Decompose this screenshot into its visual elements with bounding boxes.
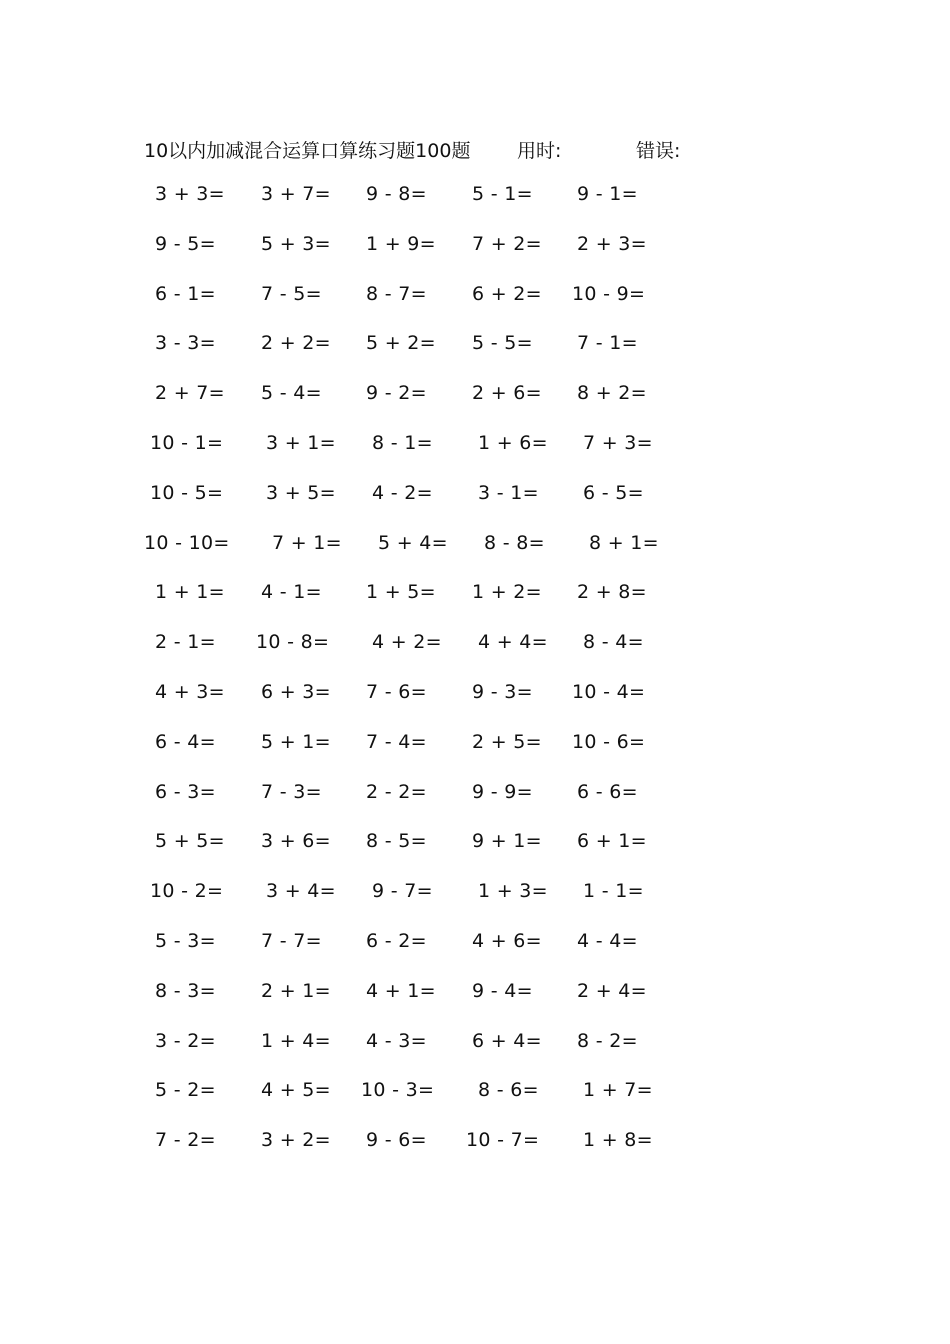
problem-row [0, 432, 950, 482]
problem-row [0, 482, 950, 532]
problem-row [0, 631, 950, 681]
math-problem: 7 - 4= [366, 730, 427, 753]
math-problem: 2 + 6= [472, 382, 542, 405]
math-problem: 2 + 4= [577, 979, 647, 1002]
problem-row [0, 1030, 950, 1080]
math-problem: 7 - 3= [261, 780, 322, 803]
math-problem: 5 + 4= [378, 531, 448, 554]
math-problem: 10 - 6= [572, 730, 646, 753]
math-problem: 3 + 4= [266, 880, 336, 903]
math-problem: 1 + 2= [472, 581, 542, 604]
math-problem: 3 + 5= [266, 481, 336, 504]
time-used-label: 用时: [517, 140, 562, 162]
math-problem: 10 - 10= [144, 531, 230, 554]
math-problem: 10 - 8= [256, 631, 330, 654]
math-problem: 2 + 3= [577, 232, 647, 255]
math-problem: 4 - 3= [366, 1029, 427, 1052]
problem-row [0, 781, 950, 831]
math-problem: 4 + 6= [472, 929, 542, 952]
problem-row [0, 581, 950, 631]
math-problem: 4 + 2= [372, 631, 442, 654]
math-problem: 1 + 4= [261, 1029, 331, 1052]
worksheet-title: 10以内加减混合运算口算练习题100题 [144, 140, 471, 162]
math-problem: 5 + 5= [155, 830, 225, 853]
math-problem: 9 - 7= [372, 880, 433, 903]
math-problem: 10 - 7= [466, 1129, 540, 1152]
math-problem: 1 + 3= [478, 880, 548, 903]
math-problem: 7 - 2= [155, 1129, 216, 1152]
math-problem: 1 + 1= [155, 581, 225, 604]
math-problem: 3 - 1= [478, 481, 539, 504]
math-problem: 10 - 4= [572, 680, 646, 703]
math-problem: 2 + 2= [261, 332, 331, 355]
math-problem: 10 - 1= [150, 431, 224, 454]
math-problem: 3 + 6= [261, 830, 331, 853]
math-problem: 7 + 2= [472, 232, 542, 255]
math-problem: 8 - 2= [577, 1029, 638, 1052]
problem-row [0, 681, 950, 731]
math-problem: 1 + 5= [366, 581, 436, 604]
math-problem: 3 - 3= [155, 332, 216, 355]
math-problem: 3 + 1= [266, 431, 336, 454]
math-problem: 5 + 3= [261, 232, 331, 255]
worksheet-header [144, 136, 744, 166]
errors-label: 错误: [636, 140, 681, 162]
math-problem: 8 + 2= [577, 382, 647, 405]
math-problem: 1 + 7= [583, 1079, 653, 1102]
math-problem: 5 - 2= [155, 1079, 216, 1102]
math-problem: 6 + 4= [472, 1029, 542, 1052]
math-problem: 3 + 2= [261, 1129, 331, 1152]
math-problem: 7 - 7= [261, 929, 322, 952]
problem-row [0, 980, 950, 1030]
problem-grid [0, 183, 950, 1179]
problem-row [0, 233, 950, 283]
math-problem: 8 + 1= [589, 531, 659, 554]
problem-row [0, 382, 950, 432]
math-problem: 2 + 7= [155, 382, 225, 405]
math-problem: 7 - 5= [261, 282, 322, 305]
math-problem: 6 + 1= [577, 830, 647, 853]
math-problem: 7 + 1= [272, 531, 342, 554]
math-problem: 8 - 6= [478, 1079, 539, 1102]
problem-row [0, 1129, 950, 1179]
math-problem: 9 - 3= [472, 680, 533, 703]
math-problem: 10 - 2= [150, 880, 224, 903]
math-problem: 10 - 9= [572, 282, 646, 305]
math-problem: 4 + 5= [261, 1079, 331, 1102]
math-problem: 9 - 9= [472, 780, 533, 803]
problem-row [0, 880, 950, 930]
math-problem: 4 - 4= [577, 929, 638, 952]
math-problem: 6 - 3= [155, 780, 216, 803]
problem-row [0, 332, 950, 382]
problem-row [0, 930, 950, 980]
math-problem: 2 - 2= [366, 780, 427, 803]
math-problem: 6 + 3= [261, 680, 331, 703]
problem-row [0, 183, 950, 233]
problem-row [0, 1079, 950, 1129]
math-problem: 9 + 1= [472, 830, 542, 853]
math-problem: 5 - 4= [261, 382, 322, 405]
math-problem: 9 - 4= [472, 979, 533, 1002]
math-problem: 8 - 5= [366, 830, 427, 853]
math-problem: 6 - 4= [155, 730, 216, 753]
math-problem: 5 - 5= [472, 332, 533, 355]
math-problem: 2 - 1= [155, 631, 216, 654]
math-problem: 5 - 3= [155, 929, 216, 952]
math-problem: 8 - 8= [484, 531, 545, 554]
math-problem: 9 - 1= [577, 183, 638, 205]
math-problem: 4 + 4= [478, 631, 548, 654]
math-problem: 7 - 6= [366, 680, 427, 703]
math-problem: 3 + 3= [155, 183, 225, 205]
math-problem: 4 + 3= [155, 680, 225, 703]
math-problem: 4 - 1= [261, 581, 322, 604]
math-problem: 1 + 9= [366, 232, 436, 255]
problem-row [0, 283, 950, 333]
problem-row [0, 532, 950, 582]
math-problem: 10 - 5= [150, 481, 224, 504]
math-problem: 1 - 1= [583, 880, 644, 903]
math-problem: 2 + 1= [261, 979, 331, 1002]
math-problem: 7 + 3= [583, 431, 653, 454]
math-problem: 6 - 2= [366, 929, 427, 952]
math-problem: 9 - 5= [155, 232, 216, 255]
math-problem: 6 + 2= [472, 282, 542, 305]
math-problem: 8 - 1= [372, 431, 433, 454]
math-problem: 8 - 4= [583, 631, 644, 654]
math-problem: 1 + 6= [478, 431, 548, 454]
math-problem: 6 - 1= [155, 282, 216, 305]
math-problem: 6 - 6= [577, 780, 638, 803]
math-problem: 8 - 3= [155, 979, 216, 1002]
problem-row [0, 731, 950, 781]
math-problem: 4 + 1= [366, 979, 436, 1002]
math-problem: 7 - 1= [577, 332, 638, 355]
math-problem: 2 + 5= [472, 730, 542, 753]
math-problem: 10 - 3= [361, 1079, 435, 1102]
math-problem: 6 - 5= [583, 481, 644, 504]
math-problem: 9 - 2= [366, 382, 427, 405]
math-problem: 1 + 8= [583, 1129, 653, 1152]
math-problem: 4 - 2= [372, 481, 433, 504]
math-problem: 3 + 7= [261, 183, 331, 205]
problem-row [0, 830, 950, 880]
math-problem: 5 + 1= [261, 730, 331, 753]
math-problem: 5 + 2= [366, 332, 436, 355]
math-problem: 9 - 6= [366, 1129, 427, 1152]
math-problem: 3 - 2= [155, 1029, 216, 1052]
math-problem: 5 - 1= [472, 183, 533, 205]
math-problem: 8 - 7= [366, 282, 427, 305]
math-problem: 9 - 8= [366, 183, 427, 205]
math-problem: 2 + 8= [577, 581, 647, 604]
